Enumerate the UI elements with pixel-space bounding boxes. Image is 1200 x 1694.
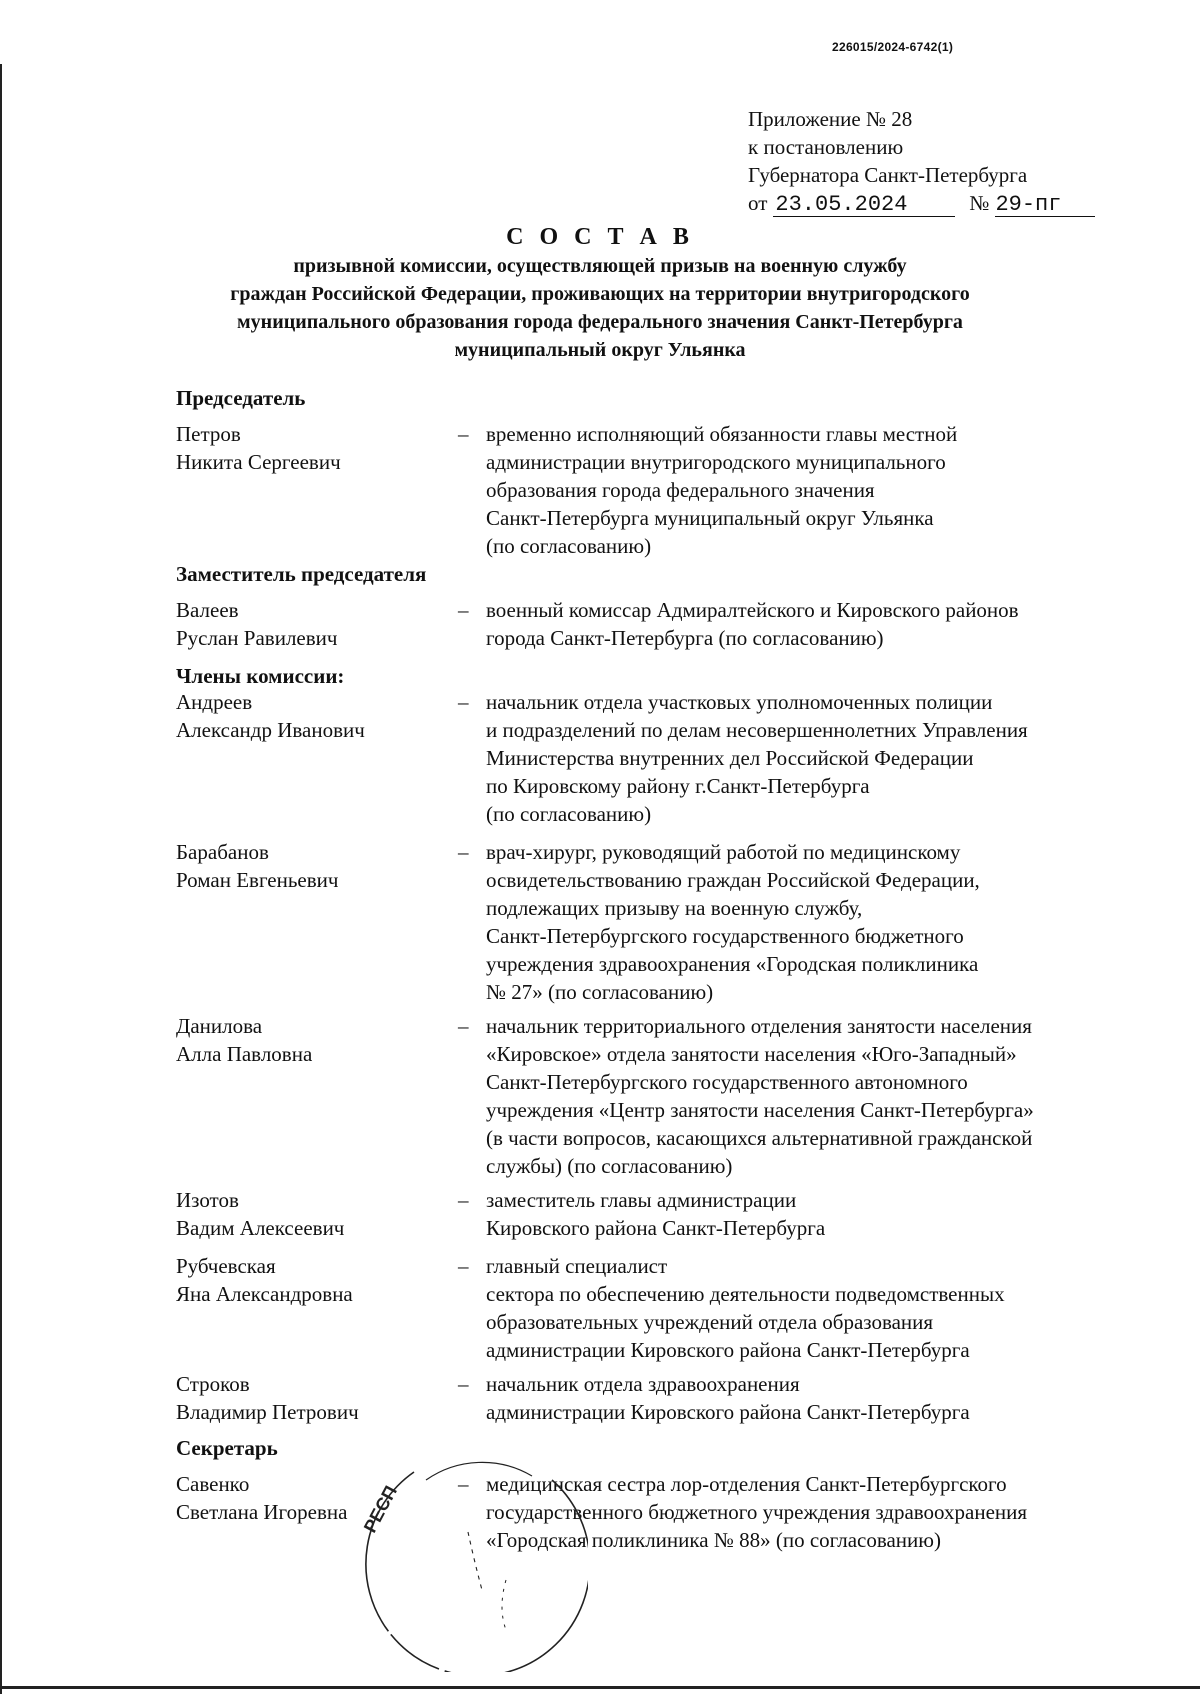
member-role: военный комиссар Адмиралтейского и Кировского районов города Санкт-Петербурга (по согласованию) xyxy=(486,598,1019,650)
document-title: С О С Т А В xyxy=(506,224,694,250)
member-name: Строков Владимир Петрович xyxy=(176,1372,359,1424)
appendix-block xyxy=(748,105,1095,217)
scan-border-bottom xyxy=(0,1686,1200,1689)
dash-separator: – xyxy=(458,690,469,714)
svg-text:РЕСП: РЕСП xyxy=(359,1482,401,1536)
dash-separator: – xyxy=(458,1188,469,1212)
section-chairman: Председатель xyxy=(176,386,306,410)
member-role: начальник территориального отделения занятости населения «Кировское» отдела занятости населения «Юго-Западный» Санкт-Петербургского государственного автономного учреждения «Центр занятости населения Санкт-Петербурга» (в части вопросов, касающихся альтернативной гражданской службы) (по согласованию) xyxy=(486,1014,1034,1178)
decree-number: 29-пг xyxy=(995,194,1095,217)
member-role: временно исполняющий обязанности главы местной администрации внутригородского муниципального образования города федерального значения Санкт-Петербурга муниципальный округ Ульянка (по согласованию) xyxy=(486,422,958,558)
scan-border-left xyxy=(0,64,2,1694)
appendix-date-line xyxy=(748,189,1095,217)
section-members: Члены комиссии: xyxy=(176,664,345,688)
section-deputy: Заместитель председателя xyxy=(176,562,427,586)
document-heading xyxy=(150,222,1050,364)
member-name: Данилова Алла Павловна xyxy=(176,1014,313,1066)
dash-separator: – xyxy=(458,1472,469,1496)
appendix-number: Приложение № 28 xyxy=(748,107,913,131)
appendix-authority: Губернатора Санкт-Петербурга xyxy=(748,163,1028,187)
dash-separator: – xyxy=(458,1372,469,1396)
member-role: начальник отдела участковых уполномоченных полиции и подразделений по делам несовершеннолетних Управления Министерства внутренних дел Российской Федерации по Кировскому району г.Санкт-Петербурга (по согласованию) xyxy=(486,690,1028,826)
dash-separator: – xyxy=(458,1254,469,1278)
member-name: Барабанов Роман Евгеньевич xyxy=(176,840,339,892)
member-name: Савенко Светлана Игоревна xyxy=(176,1472,348,1524)
member-name: Андреев Александр Иванович xyxy=(176,690,365,742)
appendix-reference: к постановлению xyxy=(748,135,904,159)
member-role: начальник отдела здравоохранения администрации Кировского района Санкт-Петербурга xyxy=(486,1372,970,1424)
member-role: заместитель главы администрации Кировского района Санкт-Петербурга xyxy=(486,1188,826,1240)
dash-separator: – xyxy=(458,840,469,864)
date-prefix: от xyxy=(748,191,768,215)
section-secretary: Секретарь xyxy=(176,1436,278,1460)
member-role: врач-хирург, руководящий работой по медицинскому освидетельствованию граждан Российской Федерации, подлежащих призыву на военную службу, Санкт-Петербургского государственного бюджетного учреждения здравоохранения «Городская поликлиника № 27» (по согласованию) xyxy=(486,840,980,1004)
dash-separator: – xyxy=(458,1014,469,1038)
dash-separator: – xyxy=(458,598,469,622)
registration-number: 226015/2024-6742(1) xyxy=(832,40,954,54)
decree-date: 23.05.2024 xyxy=(773,194,955,217)
number-prefix: № xyxy=(969,191,990,215)
member-name: Петров Никита Сергеевич xyxy=(176,422,341,474)
member-role: медицинская сестра лор-отделения Санкт-Петербургского государственного бюджетного учреждения здравоохранения «Городская поликлиника № 88» (по согласованию) xyxy=(486,1472,1028,1552)
document-subtitle: призывной комиссии, осуществляющей призыв на военную службу граждан Российской Федерации, проживающих на территории внутригородского муниципального образования города федерального значения Санкт-Петербурга муниципальный округ Ульянка xyxy=(230,255,970,361)
member-name: Изотов Вадим Алексеевич xyxy=(176,1188,345,1240)
member-role: главный специалист сектора по обеспечению деятельности подведомственных образовательных учреждений отдела образования администрации Кировского района Санкт-Петербурга xyxy=(486,1254,1005,1362)
dash-separator: – xyxy=(458,422,469,446)
member-name: Рубчевская Яна Александровна xyxy=(176,1254,353,1306)
member-name: Валеев Руслан Равилевич xyxy=(176,598,338,650)
